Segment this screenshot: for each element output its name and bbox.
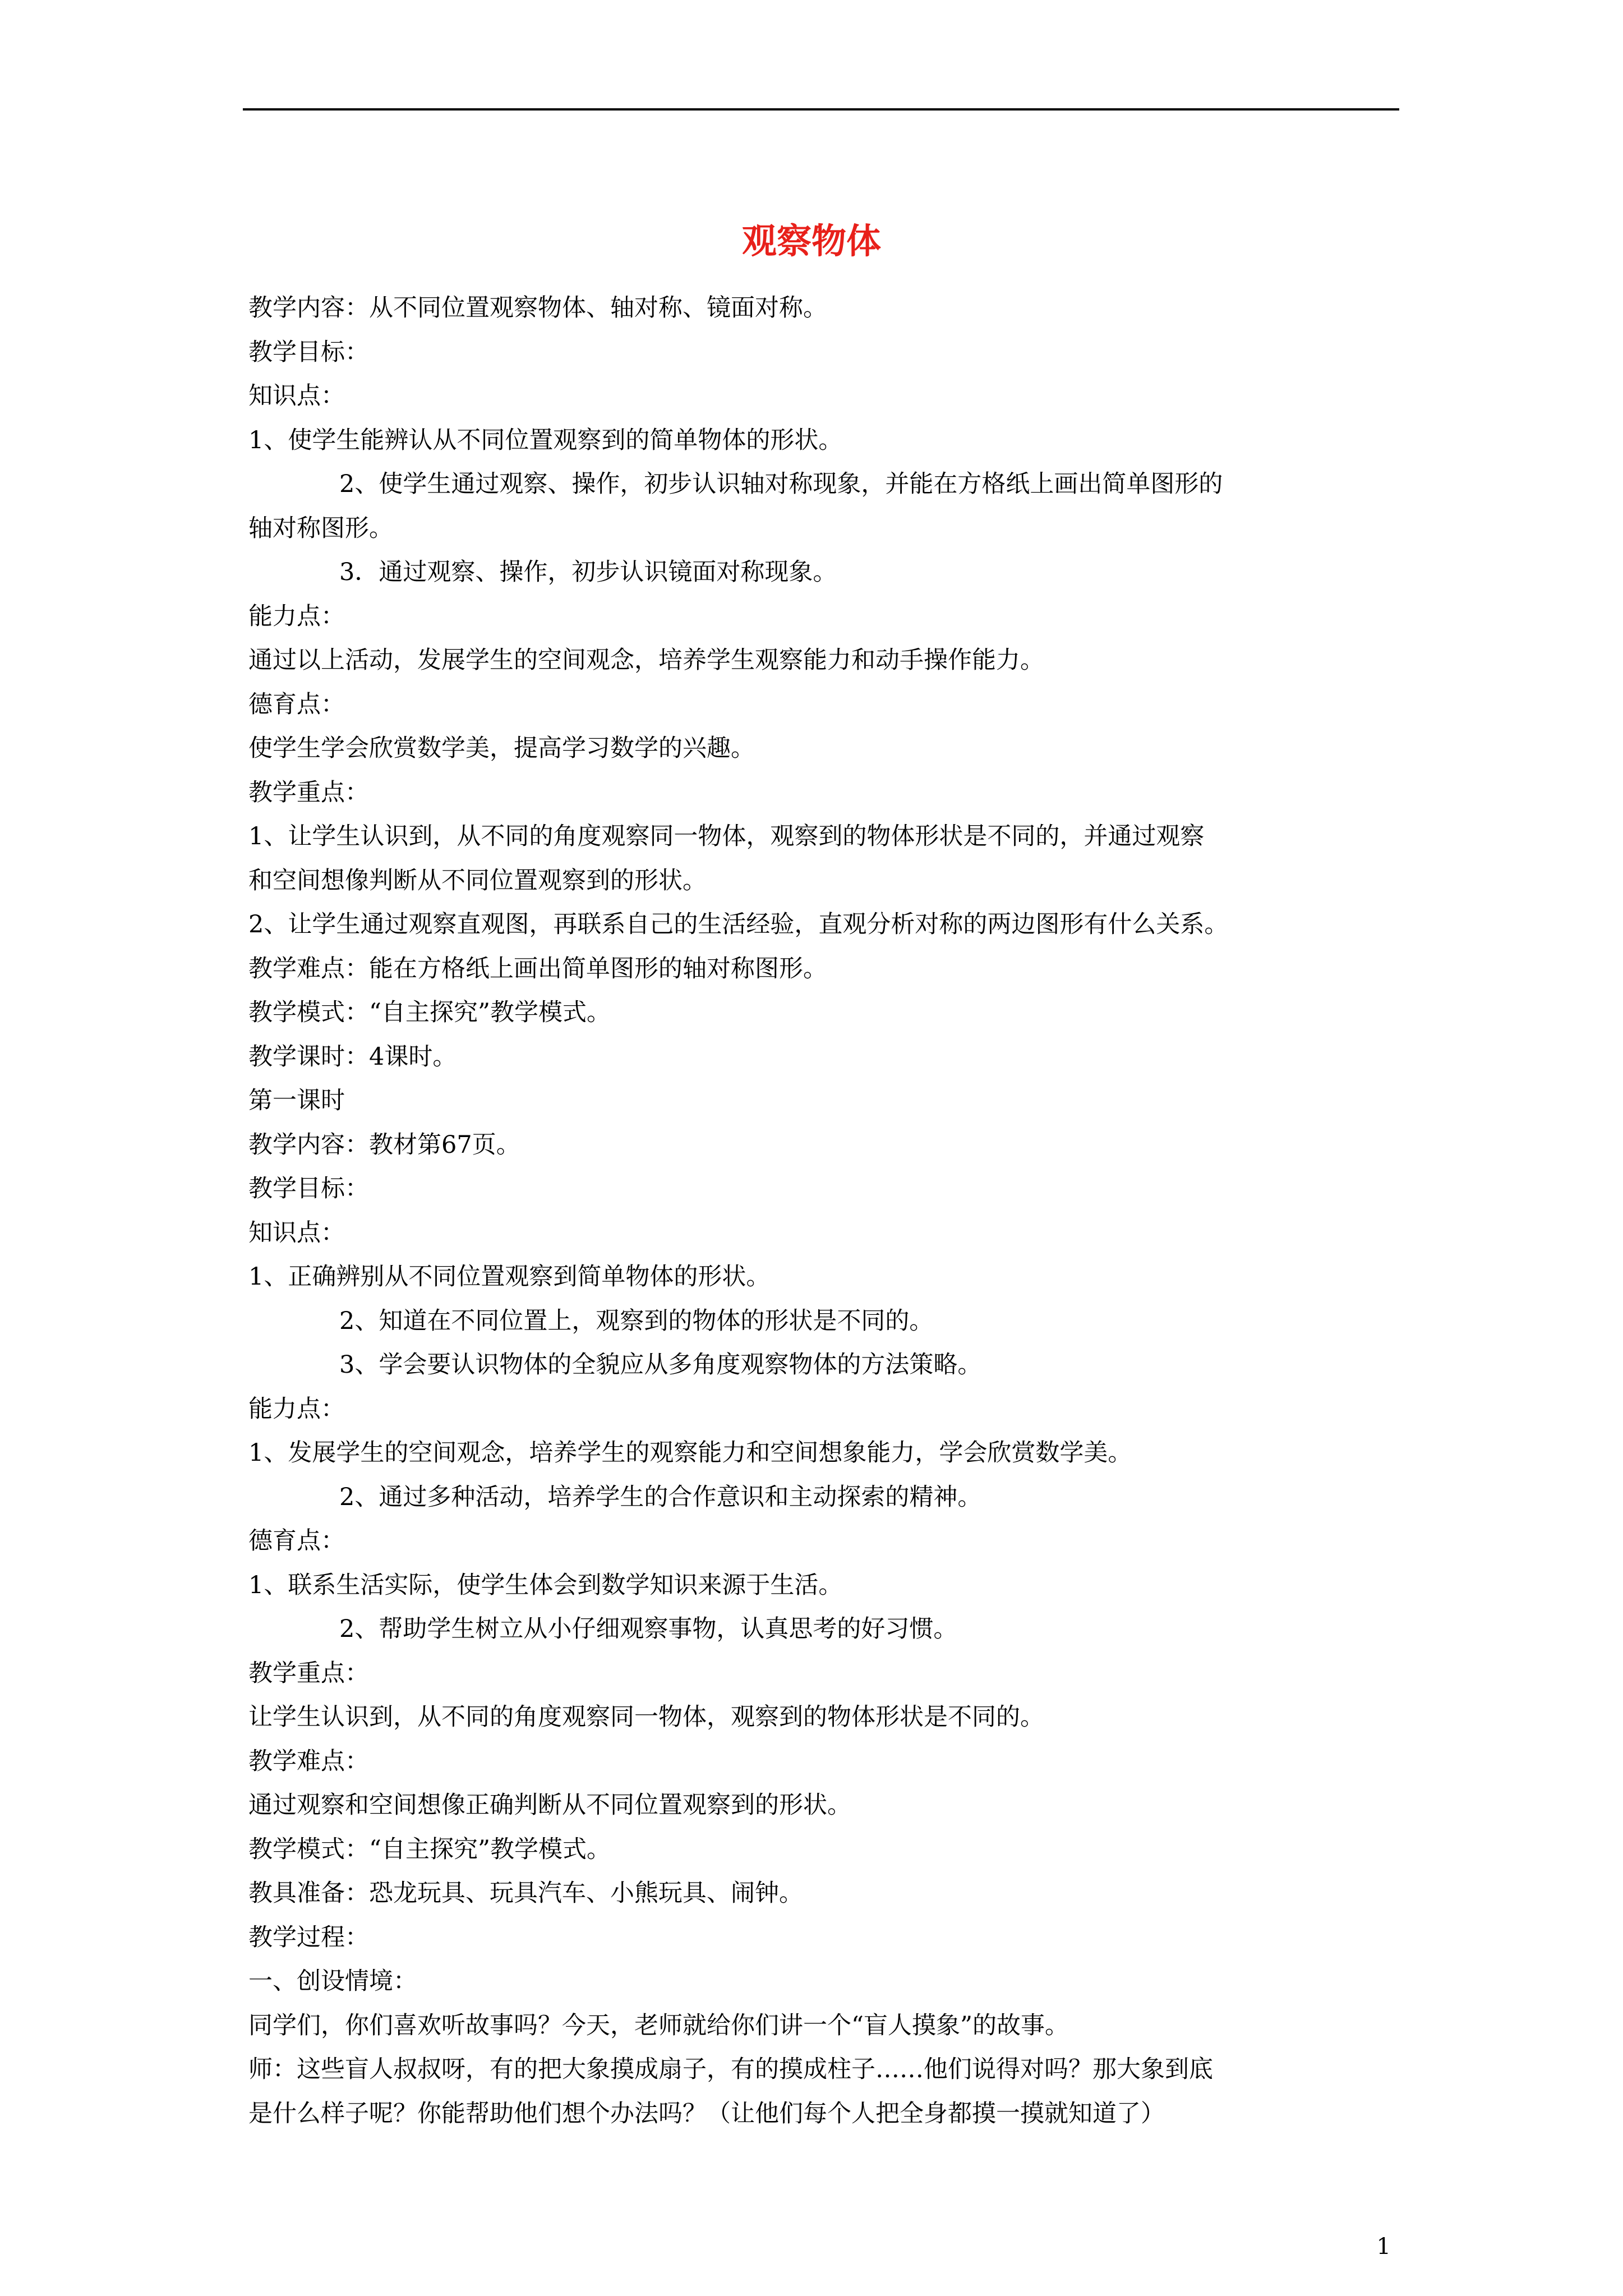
text-line: 一、创设情境： bbox=[248, 1967, 417, 1995]
text-line: 教学重点： bbox=[248, 1659, 369, 1687]
document-body bbox=[248, 286, 1399, 2136]
text-line: 教具准备：恐龙玩具、玩具汽车、小熊玩具、闹钟。 bbox=[248, 1879, 803, 1907]
text-line: 1、联系生活实际，使学生体会到数学知识来源于生活。 bbox=[248, 1571, 843, 1599]
text-line: 教学模式：“自主探究”教学模式。 bbox=[248, 999, 611, 1027]
text-line: 德育点： bbox=[248, 690, 345, 719]
text-line: 能力点： bbox=[248, 1395, 345, 1423]
text-line: 教学目标： bbox=[248, 338, 369, 366]
header-rule bbox=[243, 108, 1399, 111]
page-number: 1 bbox=[1376, 2234, 1391, 2260]
text-line: 是什么样子呢？你能帮助他们想个办法吗？（让他们每个人把全身都摸一摸就知道了） bbox=[248, 2099, 1165, 2128]
text-line: 1、让学生认识到，从不同的角度观察同一物体，观察到的物体形状是不同的，并通过观察 bbox=[248, 822, 1205, 850]
document-title: 观察物体 bbox=[741, 220, 881, 261]
text-line: 2、知道在不同位置上，观察到的物体的形状是不同的。 bbox=[339, 1306, 934, 1335]
text-line: 1、发展学生的空间观念，培养学生的观察能力和空间想象能力，学会欣赏数学美。 bbox=[248, 1439, 1132, 1467]
text-line: 2、使学生通过观察、操作，初步认识轴对称现象，并能在方格纸上画出简单图形的 bbox=[339, 470, 1223, 498]
text-line: 教学难点：能在方格纸上画出简单图形的轴对称图形。 bbox=[248, 954, 827, 983]
text-line: 教学过程： bbox=[248, 1923, 369, 1952]
text-line: 让学生认识到，从不同的角度观察同一物体，观察到的物体形状是不同的。 bbox=[248, 1703, 1044, 1731]
text-line: 1、使学生能辨认从不同位置观察到的简单物体的形状。 bbox=[248, 426, 843, 454]
text-line: 知识点： bbox=[248, 382, 345, 410]
text-line: 轴对称图形。 bbox=[248, 514, 393, 542]
text-line: 知识点： bbox=[248, 1218, 345, 1247]
text-line: 通过以上活动，发展学生的空间观念，培养学生观察能力和动手操作能力。 bbox=[248, 646, 1044, 674]
text-line: 2、让学生通过观察直观图，再联系自己的生活经验，直观分析对称的两边图形有什么关系。 bbox=[248, 910, 1229, 938]
text-line: 第一课时 bbox=[248, 1087, 345, 1115]
text-line: 教学模式：“自主探究”教学模式。 bbox=[248, 1835, 611, 1864]
text-line: 2、帮助学生树立从小仔细观察事物，认真思考的好习惯。 bbox=[339, 1615, 958, 1643]
text-line: 教学内容：从不同位置观察物体、轴对称、镜面对称。 bbox=[248, 294, 827, 322]
text-line: 通过观察和空间想像正确判断从不同位置观察到的形状。 bbox=[248, 1791, 851, 1819]
text-line: 同学们，你们喜欢听故事吗？今天，老师就给你们讲一个“盲人摸象”的故事。 bbox=[248, 2011, 1069, 2040]
text-line: 教学内容：教材第67页。 bbox=[248, 1130, 520, 1159]
text-line: 3．通过观察、操作，初步认识镜面对称现象。 bbox=[339, 558, 837, 586]
text-line: 1、正确辨别从不同位置观察到简单物体的形状。 bbox=[248, 1263, 771, 1291]
text-line: 能力点： bbox=[248, 602, 345, 631]
text-line: 教学难点： bbox=[248, 1747, 369, 1775]
text-line: 教学课时：4课时。 bbox=[248, 1042, 457, 1071]
text-line: 和空间想像判断从不同位置观察到的形状。 bbox=[248, 866, 707, 895]
text-line: 教学目标： bbox=[248, 1175, 369, 1203]
text-line: 德育点： bbox=[248, 1527, 345, 1555]
text-line: 教学重点： bbox=[248, 778, 369, 807]
text-line: 3、学会要认识物体的全貌应从多角度观察物体的方法策略。 bbox=[339, 1351, 982, 1379]
text-line: 使学生学会欣赏数学美，提高学习数学的兴趣。 bbox=[248, 734, 755, 762]
text-line: 师：这些盲人叔叔呀，有的把大象摸成扇子，有的摸成柱子……他们说得对吗？那大象到底 bbox=[248, 2055, 1213, 2083]
text-line: 2、通过多种活动，培养学生的合作意识和主动探索的精神。 bbox=[339, 1483, 982, 1511]
